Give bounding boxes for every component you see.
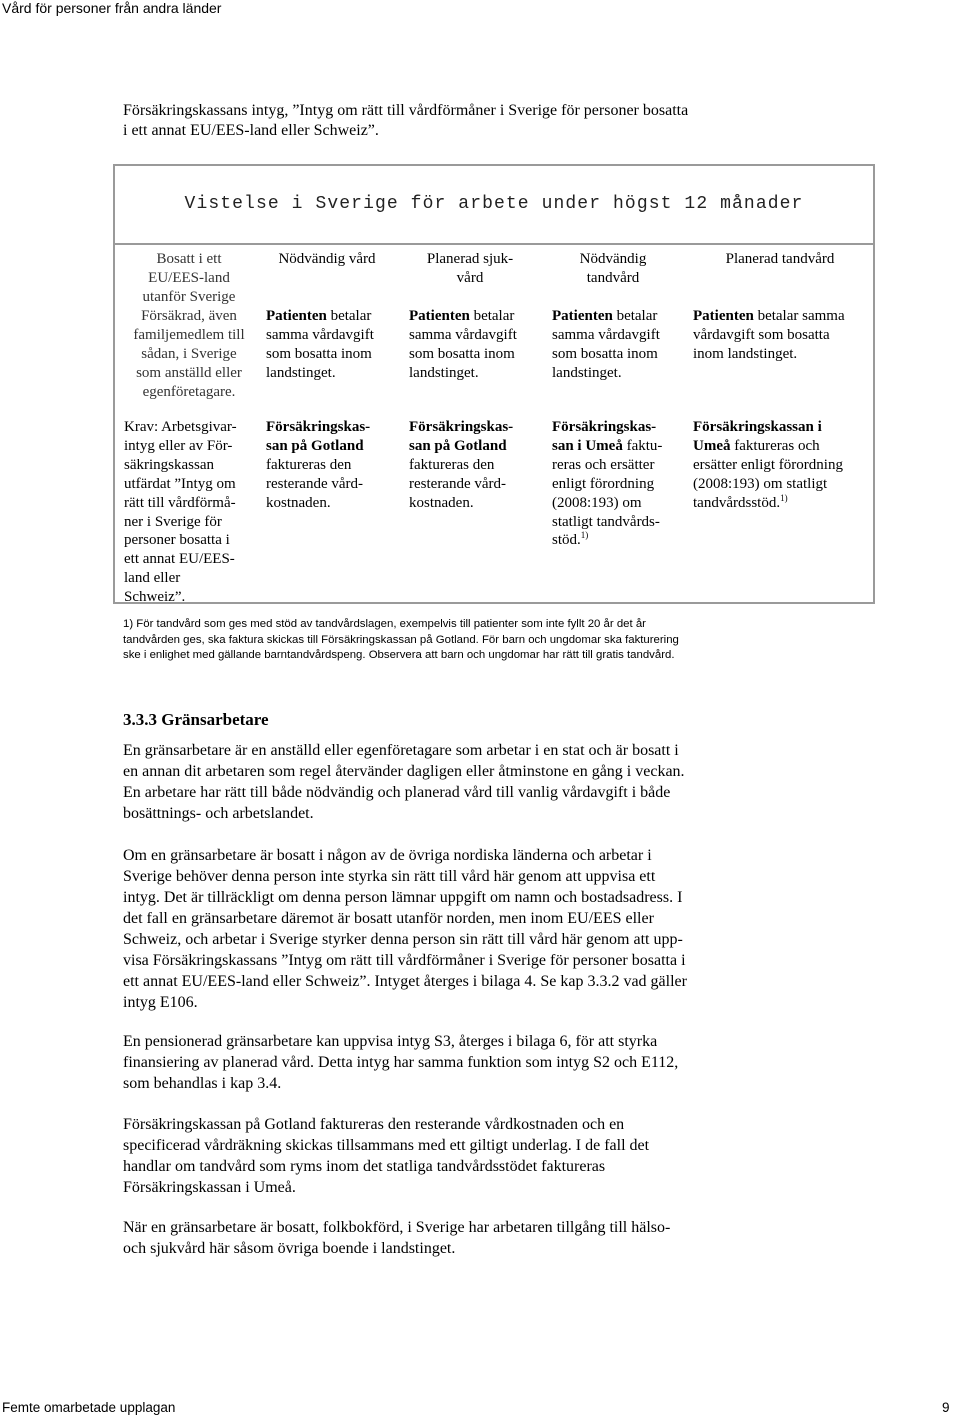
footnote-ref: 1) <box>580 530 589 541</box>
table-footnote: 1) För tandvård som ges med stöd av tandvårdslagen, exempelvis till patienter som inte fyllt 20 år det år tandvården ges, ska faktura skickas till Försäkringskassan på Gotland. För barn och ungdomar ska fakturering ske i enlighet med gällande barntandvårdspeng. Observera att barn och ungdomar har rätt till gratis tandvård. <box>123 618 679 661</box>
footnote-ref: 1) <box>780 492 788 503</box>
col3-billing: Försäkringskas- san på Gotland faktureras den resterande vård- kostnaden. <box>409 419 514 511</box>
section-heading: 3.3.3 Gränsarbetare <box>123 710 269 729</box>
col2-billing: Försäkringskas- san på Gotland faktureras den resterande vård- kostnaden. <box>266 419 371 511</box>
page-number: 9 <box>942 1400 950 1415</box>
paragraph-1: En gränsarbetare är en anställd eller egenföretagare som arbetar i en stat och är bosatt i en annan dit arbetaren som regel återvänder dagligen eller åtminstone en gång i veckan. En arbetare har rätt till både nödvändig och planerad vård till vanlig vårdavgift i både bosättnings- och arbetslandet. <box>123 742 685 822</box>
col4-header: Nödvändig tandvård <box>579 251 647 286</box>
col3-header: Planerad sjuk- vård <box>426 251 514 286</box>
col2-header: Nödvändig vård <box>278 251 376 267</box>
col5-header: Planerad tandvård <box>725 251 835 267</box>
col1-header: Bosatt i ett EU/EES-land utanför Sverige <box>142 251 236 305</box>
col1-description: Försäkrad, även familjemedlem till sådan, i Sverige som anställd eller egenföretagare. <box>133 308 245 400</box>
care-table <box>113 164 875 604</box>
paragraph-5: När en gränsarbetare är bosatt, folkbokförd, i Sverige har arbetaren tillgång till hälso- och sjukvård här såsom övriga boende i landstinget. <box>123 1219 671 1257</box>
running-header: Vård för personer från andra länder <box>2 0 222 16</box>
paragraph-4: Försäkringskassan på Gotland faktureras den resterande vårdkostnaden och en specificerad vårdräkning skickas tillsammans med ett giltigt underlag. I de fall det handlar om tandvård som ryms inom det statliga tandvårdsstödet faktureras Försäkringskassan i Umeå. <box>123 1116 650 1196</box>
col1-requirement: Krav: Arbetsgivar- intyg eller av För- säkringskassan utfärdat ”Intyg om rätt till vårdförmå- ner i Sverige för personer bosatta i ett annat EU/EES- land eller Schweiz”. <box>124 419 237 606</box>
table-title: Vistelse i Sverige för arbete under högst 12 månader <box>184 194 804 214</box>
paragraph-3: En pensionerad gränsarbetare kan uppvisa intyg S3, återges i bilaga 6, för att styrka finansiering av planerad vård. Detta intyg har samma funktion som intyg S2 och E112, som behandlas i kap 3.4. <box>123 1033 679 1092</box>
col5-billing: Försäkringskassan i Umeå faktureras och ersätter enligt förordning (2008:193) om statligt tandvårdsstöd.$^{1)}$ <box>693 419 843 511</box>
table-header-rule <box>115 243 873 245</box>
col3-patient: Patienten betalar samma vårdavgift som bosatta inom landstinget. <box>409 308 517 381</box>
col4-patient: Patienten betalar samma vårdavgift som bosatta inom landstinget. <box>552 308 660 381</box>
col2-patient: Patienten betalar samma vårdavgift som bosatta inom landstinget. <box>266 308 374 381</box>
col5-patient: Patienten betalar samma vårdavgift som bosatta inom landstinget. <box>693 308 845 362</box>
running-footer: Femte omarbetade upplagan <box>2 1400 176 1415</box>
intro-text: Försäkringskassans intyg, ”Intyg om rätt till vårdförmåner i Sverige för personer bosatta i ett annat EU/EES-land eller Schweiz”. <box>123 102 689 139</box>
col4-billing: Försäkringskas- san i Umeå faktu- reras och ersätter enligt förordning (2008:193) om statligt tandvårds- stöd.$^{1)}$ <box>552 419 663 549</box>
paragraph-2: Om en gränsarbetare är bosatt i någon av de övriga nordiska länderna och arbetar i Sverige behöver denna person inte styrka sin rätt till vård här genom att uppvisa ett intyg. Det är tillräckligt om denna person lämnar uppgift om namn och bostadsadress. I det fall en gränsarbetare däremot är bosatt utanför norden, men inom EU/EES eller Schweiz, och arbetar i Sverige styrker denna person sin rätt till vård här genom att upp- visa Försäkringskassans ”Intyg om rätt till vårdförmåner i Sverige för personer bosatta i ett annat EU/EES-land eller Schweiz”. Intyget återges i bilaga 4. Se kap 3.3.2 vad gäller intyg E106. <box>123 847 687 1011</box>
